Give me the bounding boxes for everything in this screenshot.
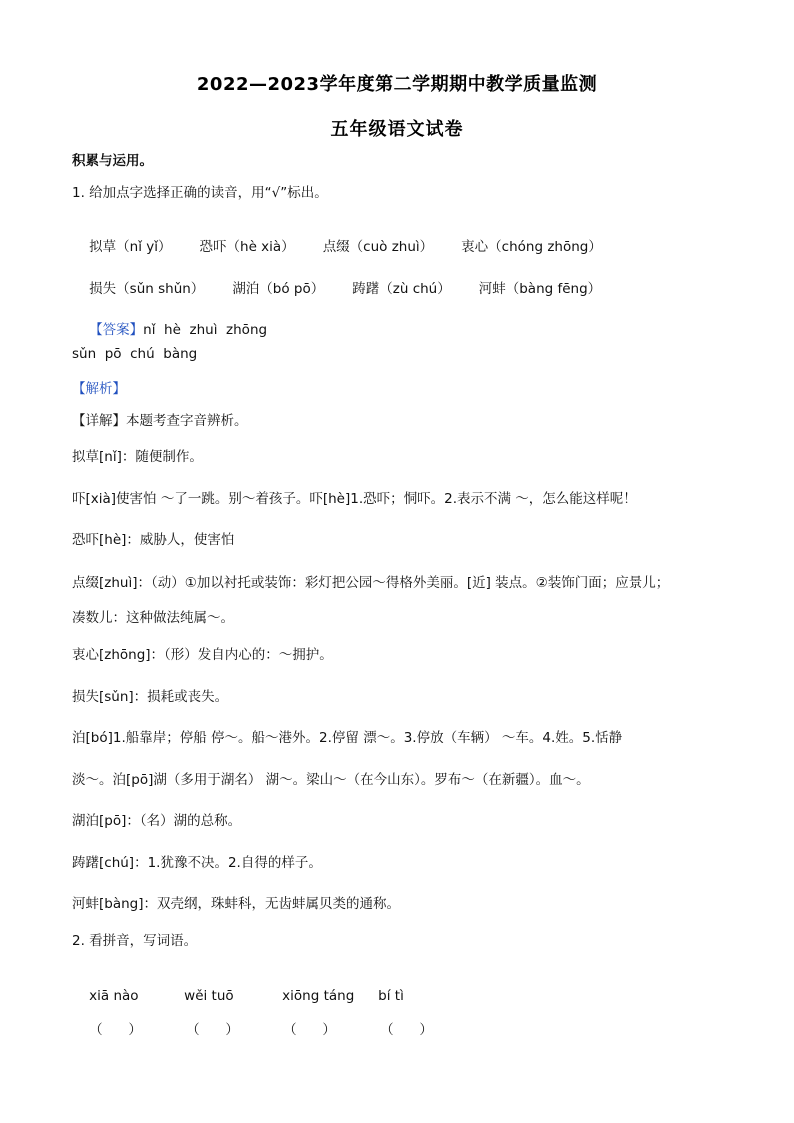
- q1-option: 踌躇（zù chú）: [352, 281, 451, 297]
- answer-blank[interactable]: （ ）: [186, 1022, 239, 1038]
- q2-pinyin: wěi tuō: [184, 988, 234, 1004]
- exam-subtitle: 五年级语文试卷: [330, 119, 464, 140]
- note-line: 泊[bó]1.船靠岸；停船 停～。船～港外。2.停留 漂～。3.停放（车辆） ～车。4.姓。5.恬静: [72, 730, 623, 746]
- answer-line-2: sǔn pō chú bàng: [72, 346, 198, 362]
- q1-option: 湖泊（bó pō）: [232, 281, 325, 297]
- q1-option: 河蚌（bàng fēng）: [478, 281, 602, 297]
- q2-stem: 2. 看拼音，写词语。: [72, 933, 198, 949]
- note-line: 吓[xià]使害怕 ～了一跳。别～着孩子。吓[hè]1.恐吓；恫吓。2.表示不满 ～，怎么能这样呢！: [72, 491, 637, 507]
- note-line: 淡～。泊[pō]湖（多用于湖名） 湖～。梁山～（在今山东）。罗布～（在新疆）。血～。: [72, 772, 590, 788]
- q1-option: 损失（sǔn shǔn）: [89, 281, 205, 297]
- note-line: 湖泊[pō]：（名）湖的总称。: [72, 813, 242, 829]
- exam-title: 2022—2023学年度第二学期期中教学质量监测: [196, 74, 598, 95]
- q2-pinyin: xiōng táng: [282, 988, 355, 1004]
- note-line: 恐吓[hè]：威胁人，使害怕: [72, 532, 235, 548]
- analysis-label: 【解析】: [72, 381, 126, 397]
- note-line: 凑数儿：这种做法纯属～。: [72, 610, 234, 626]
- answer-blank[interactable]: （ ）: [283, 1022, 336, 1038]
- detail-line: 【详解】本题考查字音辨析。: [72, 413, 248, 429]
- note-line: 衷心[zhōng]：（形）发自内心的：～拥护。: [72, 647, 333, 663]
- note-line: 河蚌[bàng]：双壳纲，珠蚌科，无齿蚌属贝类的通称。: [72, 896, 401, 912]
- q2-blank-row: [72, 1003, 433, 1057]
- q1-option: 衷心（chóng zhōng）: [461, 239, 602, 255]
- note-line: 损失[sǔn]：损耗或丧失。: [72, 689, 229, 705]
- q2-pinyin: bí tì: [378, 988, 404, 1004]
- answer-blank[interactable]: （ ）: [89, 1022, 142, 1038]
- q1-option: 拟草（nǐ yǐ）: [89, 239, 172, 255]
- answer-blank[interactable]: （ ）: [380, 1022, 433, 1038]
- q1-option: 恐吓（hè xià）: [199, 239, 295, 255]
- note-line: 拟草[nǐ]：随便制作。: [72, 449, 203, 465]
- section-heading: 积累与运用。: [72, 153, 153, 169]
- q1-stem: 1. 给加点字选择正确的读音，用“√”标出。: [72, 185, 328, 201]
- q2-pinyin: xiā nào: [89, 988, 139, 1004]
- note-line: 踌躇[chú]：1.犹豫不决。2.自得的样子。: [72, 855, 322, 871]
- note-line: 点缀[zhuì]：（动）①加以衬托或装饰：彩灯把公园～得格外美丽。[近] 装点。②装饰门面；应景儿；: [72, 575, 670, 591]
- answer-text: nǐ hè zhuì zhōng: [143, 322, 268, 338]
- q1-option: 点缀（cuò zhuì）: [322, 239, 434, 255]
- answer-label: 【答案】: [89, 322, 144, 338]
